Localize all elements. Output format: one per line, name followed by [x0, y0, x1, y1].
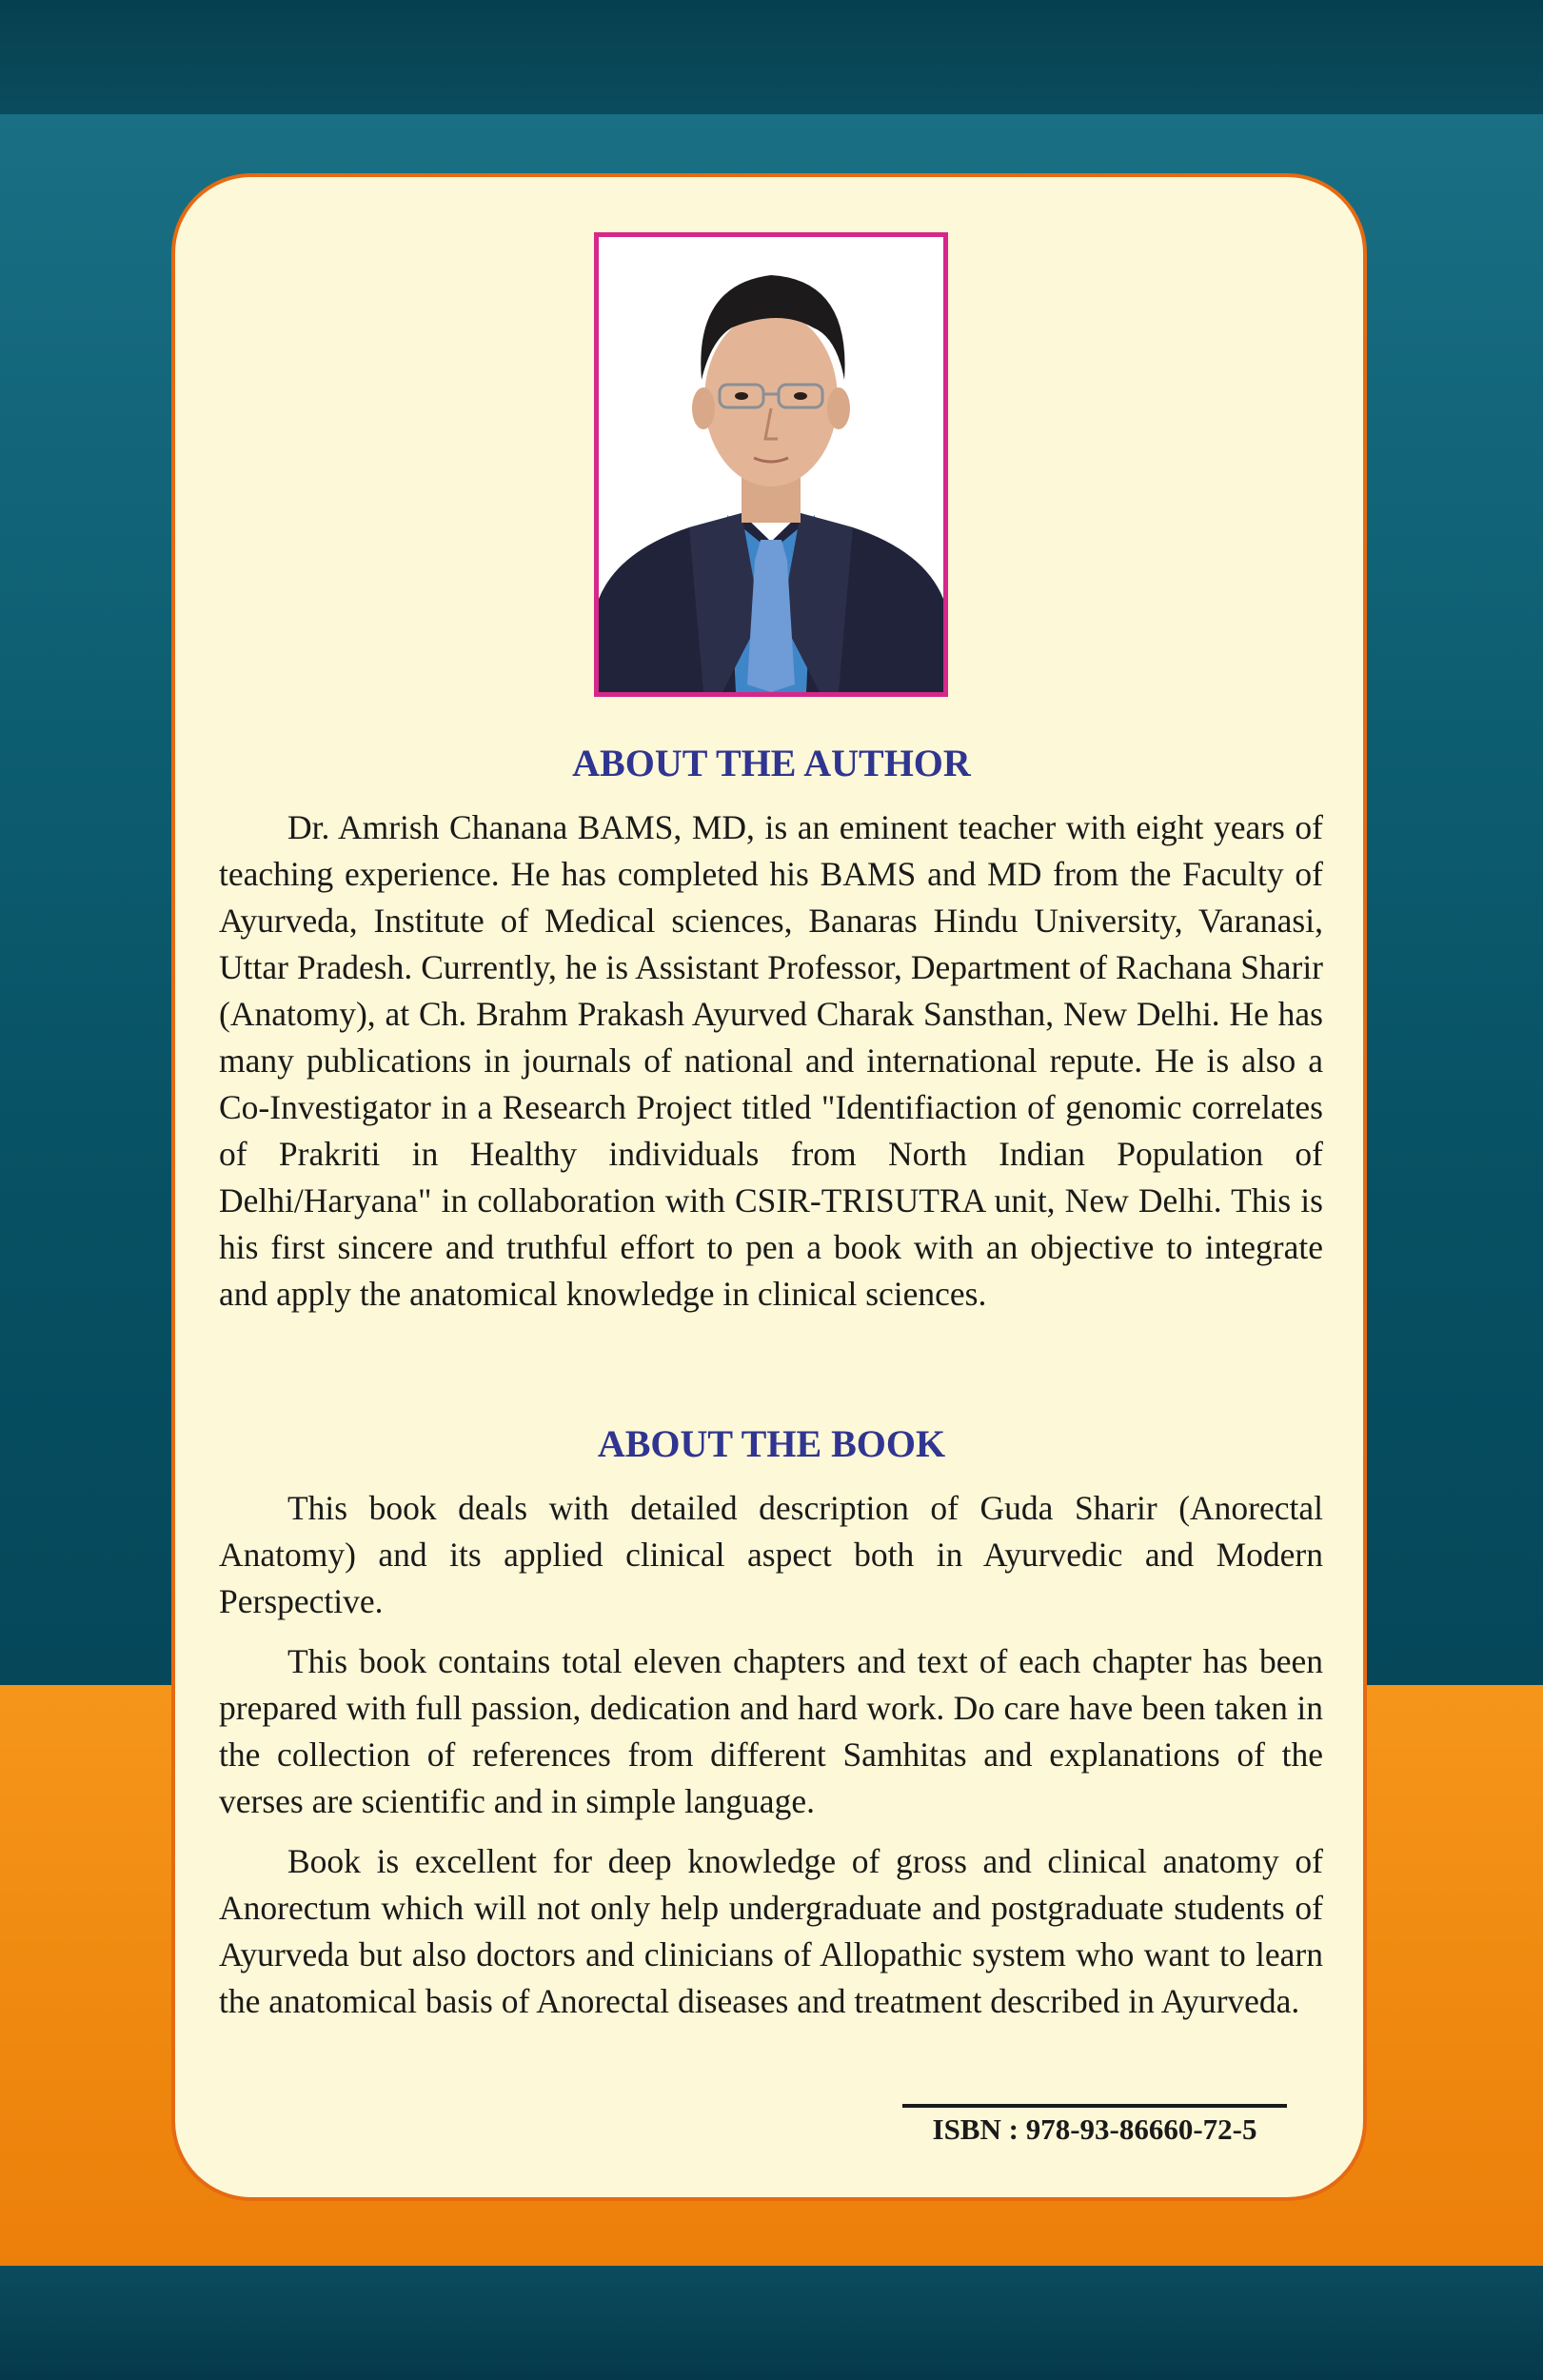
author-portrait-icon [599, 237, 943, 692]
about-author-heading: ABOUT THE AUTHOR [572, 742, 971, 784]
book-paragraph-1: This book deals with detailed description of Guda Sharir (Anorectal Anatomy) and its applied clinical aspect both in Ayurvedic and Modern Perspective. [219, 1489, 1323, 1620]
book-paragraph-2: This book contains total eleven chapters and text of each chapter has been prepared with full passion, dedication and hard work. Do care have been taken in the collection of references from different Samhitas and explanations of the verses are scientific and in simple language. [219, 1642, 1323, 1820]
background-bottom-band [0, 2266, 1543, 2380]
author-photo [594, 232, 948, 697]
author-paragraph: Dr. Amrish Chanana BAMS, MD, is an eminent teacher with eight years of teaching experience. He has completed his BAMS and MD from the Faculty of Ayurveda, Institute of Medical sciences, Banaras Hindu University, Varanasi, Uttar Pradesh. Currently, he is Assistant Professor, Department of Rachana Sharir (Anatomy), at Ch. Brahm Prakash Ayurved Charak Sansthan, New Delhi. He has many publications in journals of national and international repute. He is also a Co-Investigator in a Research Project titled "Identifiaction of genomic correlates of Prakriti in Healthy individuals from North Indian Population of Delhi/Haryana" in collaboration with CSIR-TRISUTRA unit, New Delhi. This is his first sincere and truthful effort to pen a book with an objective to integrate and apply the anatomical knowledge in clinical sciences. [219, 808, 1323, 1313]
book-paragraph-3: Book is excellent for deep knowledge of gross and clinical anatomy of Anorectum which will not only help undergraduate and postgraduate students of Ayurveda but also doctors and clinicians of Allopathic system who want to learn the anatomical basis of Anorectal diseases and treatment described in Ayurveda. [219, 1842, 1323, 2020]
about-book-text [219, 1485, 1323, 2025]
isbn-label: ISBN : 978-93-86660-72-5 [932, 2112, 1257, 2146]
background-top-band [0, 0, 1543, 114]
about-book-heading: ABOUT THE BOOK [597, 1422, 946, 1465]
isbn-rule [902, 2104, 1287, 2108]
about-author-text [219, 804, 1323, 1318]
